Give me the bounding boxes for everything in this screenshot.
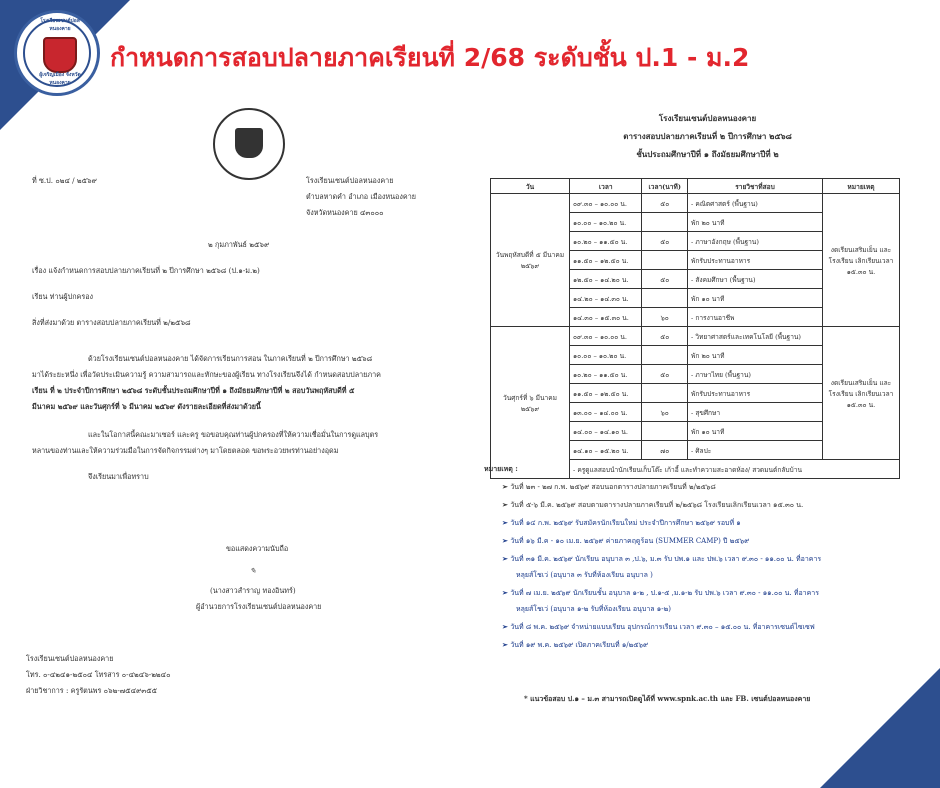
letter-to: เรียน ท่านผู้ปกครอง <box>32 292 94 301</box>
schedule-heading-1: โรงเรียนเซนต์ปอลหนองคาย <box>658 113 757 123</box>
note-item: ➢ วันที่ ๑๖ มี.ค - ๑๐ เม.ย. ๒๕๖๙ ค่ายภาคฤดูร้อน (SUMMER CAMP) ปี ๒๕๖๙ <box>502 536 750 545</box>
logo-top-text: โรงเรียนเซนต์ปอลหนองคาย <box>40 18 80 32</box>
time-cell: ๑๔.๓๐ – ๑๕.๓๐ น. <box>570 308 642 327</box>
day2-cell: วันศุกร์ที่ ๖ มีนาคม ๒๕๖๙ <box>491 327 570 479</box>
note-item: ➢ วันที่ ๑๔ ก.พ. ๒๕๖๙ รับสมัครนักเรียนใหม่ ประจำปีการศึกษา ๒๕๖๙ รอบที่ ๑ <box>502 518 741 527</box>
letter-p1-line: ด้วยโรงเรียนเซนต์ปอลหนองคาย ได้จัดการเรียนการสอน ในภาคเรียนที่ ๒ ปีการศึกษา ๒๕๖๘ <box>88 354 373 363</box>
letter-footer3: ฝ่ายวิชาการ : ครูรัตนพร ๐๖๒-๗๕๔๙๓๕๕ <box>26 686 158 695</box>
logo-shield <box>43 37 77 73</box>
time-cell: ๑๑.๕๐ – ๑๒.๕๐ น. <box>570 251 642 270</box>
subject-cell: - ศิลปะ <box>688 441 823 460</box>
schedule-heading-3: ชั้นประถมศึกษาปีที่ ๑ ถึงมัธยมศึกษาปีที่ ๒ <box>636 149 779 159</box>
subject-cell: พักรับประทานอาหาร <box>688 251 823 270</box>
subject-cell: - วิทยาศาสตร์และเทคโนโลยี (พื้นฐาน) <box>688 327 823 346</box>
note-item: ➢ วันที่ ๗ เม.ย. ๒๕๖๙ นักเรียนชั้น อนุบาล ๑-๒ , ป.๑-๕ ,ม.๑-๒ รับ ปพ.๖ เวลา ๙.๓๐ - ๑๑.๐๐ น. ที่อาคาร <box>502 588 819 597</box>
arrow-icon: ➢ <box>502 622 511 631</box>
letter-signer: (นางสาวสำราญ ทองอินทร์) <box>210 586 296 595</box>
minutes-cell <box>642 213 688 232</box>
page-title: กำหนดการสอบปลายภาคเรียนที่ 2/68 ระดับชั้น ป.1 - ม.2 <box>110 43 750 72</box>
subject-cell: พักรับประทานอาหาร <box>688 384 823 403</box>
time-cell: ๑๐.๐๐ – ๑๐.๒๐ น. <box>570 346 642 365</box>
schedule-heading-2: ตารางสอบปลายภาคเรียนที่ ๒ ปีการศึกษา ๒๕๖๘ <box>623 131 792 141</box>
subject-cell: พัก ๑๐ นาที <box>688 422 823 441</box>
letter-closing1: จึงเรียนมาเพื่อทราบ <box>88 472 149 481</box>
subject-cell: - สุขศึกษา <box>688 403 823 422</box>
subject-cell: - คณิตศาสตร์ (พื้นฐาน) <box>688 194 823 213</box>
table-header-row <box>491 179 900 194</box>
minutes-cell: ๗๐ <box>642 441 688 460</box>
arrow-icon: ➢ <box>502 554 511 563</box>
col-header: เวลา <box>570 179 642 194</box>
col-header: วัน <box>491 179 570 194</box>
time-cell: ๑๔.๑๐ – ๑๕.๒๐ น. <box>570 441 642 460</box>
signature-mark: ✎ <box>250 566 257 575</box>
col-header: รายวิชาที่สอบ <box>688 179 823 194</box>
letter-footer1: โรงเรียนเซนต์ปอลหนองคาย <box>26 654 114 663</box>
subject-cell: - การงานอาชีพ <box>688 308 823 327</box>
time-cell: ๑๓.๐๐ – ๑๔.๐๐ น. <box>570 403 642 422</box>
table-row <box>491 327 900 346</box>
time-cell: ๑๑.๕๐ – ๑๒.๕๐ น. <box>570 384 642 403</box>
letter-p2-line: หลานของท่านและให้ความร่วมมือในการจัดกิจกรรมต่างๆ มาโดยตลอด ขอพระอวยพรท่านอย่างอุดม <box>32 446 339 455</box>
time-cell: ๑๐.๒๐ – ๑๑.๕๐ น. <box>570 232 642 251</box>
subject-cell: พัก ๒๐ นาที <box>688 346 823 365</box>
note-item: ➢ วันที่ ๒๓ - ๒๗ ก.พ. ๒๕๖๙ สอบนอกตารางปลายภาคเรียนที่ ๒/๒๕๖๘ <box>502 482 716 491</box>
note-item: ➢ วันที่ ๕-๖ มี.ค. ๒๕๖๙ สอบตามตารางปลายภาคเรียนที่ ๒/๒๕๖๘ โรงเรียนเลิกเรียนเวลา ๑๕.๓๐ น. <box>502 500 804 509</box>
col-header: เวลา(นาที) <box>642 179 688 194</box>
letter-closing2: ขอแสดงความนับถือ <box>226 544 289 553</box>
logo-bottom-text: ผู้เจริญเมือง จังหวัดหนองคาย <box>39 72 81 86</box>
school-seal-icon <box>213 108 285 180</box>
letter-addr2: ตำบลหาดคำ อำเภอ เมืองหนองคาย <box>306 192 416 201</box>
letter-document <box>18 108 458 708</box>
letter-signer-title: ผู้อำนวยการโรงเรียนเซนต์ปอลหนองคาย <box>196 602 322 611</box>
arrow-icon: ➢ <box>502 518 511 527</box>
letter-p1-line: มาได้ระยะหนึ่ง เพื่อวัดประเมินความรู้ ความสามารถและทักษะของผู้เรียน ทางโรงเรียนจึงได้ กำหนดสอบปลายภาค <box>32 370 381 379</box>
letter-p2-line: และในโอกาสนี้คณะมาเซอร์ และครู ขอขอบคุณท่านผู้ปกครองที่ให้ความเชื่อมั่นในการดูแลบุตร <box>88 430 379 439</box>
arrow-icon: ➢ <box>502 500 511 509</box>
subject-cell: พัก ๒๐ นาที <box>688 213 823 232</box>
note-item-cont: หลุยส์โชเว่ (อนุบาล ๓ รับที่ห้องเรียน อนุบาล ) <box>516 571 653 579</box>
letter-addr3: จังหวัดหนองคาย ๔๓๐๐๐ <box>306 208 384 217</box>
letter-footer2: โทร. ๐-๔๒๔๑-๒๕๐๔ โทรสาร ๐-๔๒๔๖-๒๒๔๐ <box>26 670 171 679</box>
letter-p1-line: เรียน ที่ ๒ ประจำปีการศึกษา ๒๕๖๘ ระดับชั้นประถมศึกษาปีที่ ๑ ถึงมัธยมศึกษาปีที่ ๒ สอบวันพฤหัสบดีที่ ๕ <box>32 386 355 395</box>
note-item: ➢ วันที่ ๘ พ.ค. ๒๕๖๙ จำหน่ายแบบเรียน อุปกรณ์การเรียน เวลา ๙.๓๐ – ๑๕.๐๐ น. ที่อาคารเซนต์ไซเซฟ <box>502 622 815 631</box>
subject-cell: - ภาษาอังกฤษ (พื้นฐาน) <box>688 232 823 251</box>
time-cell: ๑๔.๒๐ – ๑๔.๓๐ น. <box>570 289 642 308</box>
arrow-icon: ➢ <box>502 482 511 491</box>
minutes-cell: ๕๐ <box>642 270 688 289</box>
table-row <box>491 194 900 213</box>
arrow-icon: ➢ <box>502 640 511 649</box>
time-cell: ๑๐.๐๐ – ๑๐.๒๐ น. <box>570 213 642 232</box>
day1-note-cell: งดเรียนเสริมเย็น และโรงเรียน เลิกเรียนเวลา ๑๕.๓๐ น. <box>823 194 900 327</box>
minutes-cell: ๖๐ <box>642 308 688 327</box>
arrow-icon: ➢ <box>502 536 511 545</box>
minutes-cell: ๕๐ <box>642 194 688 213</box>
note-item: ➢ วันที่ ๑๙ พ.ค. ๒๕๖๙ เปิดภาคเรียนที่ ๑/๒๕๖๙ <box>502 640 649 649</box>
minutes-cell: ๕๐ <box>642 327 688 346</box>
day2-note-cell: งดเรียนเสริมเย็น และโรงเรียน เลิกเรียนเวลา ๑๕.๓๐ น. <box>823 327 900 460</box>
time-cell: ๐๙.๓๐ – ๑๐.๐๐ น. <box>570 327 642 346</box>
note-item: ➢ วันที่ ๓๑ มี.ค. ๒๕๖๙ นักเรียน อนุบาล ๓ ,ป.๖, ม.๓ รับ ปพ.๑ และ ปพ.๖ เวลา ๙.๓๐ - ๑๑.๐๐ น. ที่อาคาร <box>502 554 822 563</box>
school-logo <box>14 10 100 96</box>
exam-schedule-document <box>480 108 935 728</box>
letter-enclosure: สิ่งที่ส่งมาด้วย ตารางสอบปลายภาคเรียนที่ ๒/๒๕๖๘ <box>32 318 191 327</box>
note-item-cont: หลุยส์โชเว่ (อนุบาล ๑-๒ รับที่ห้องเรียน อนุบาล ๑-๒) <box>516 605 671 613</box>
subject-cell: พัก ๑๐ นาที <box>688 289 823 308</box>
time-cell: ๑๐.๒๐ – ๑๑.๕๐ น. <box>570 365 642 384</box>
subject-cell: - สังคมศึกษา (พื้นฐาน) <box>688 270 823 289</box>
minutes-cell <box>642 289 688 308</box>
subject-cell: - ภาษาไทย (พื้นฐาน) <box>688 365 823 384</box>
minutes-cell <box>642 384 688 403</box>
time-cell: ๑๒.๕๐ – ๑๔.๒๐ น. <box>570 270 642 289</box>
minutes-cell: ๕๐ <box>642 232 688 251</box>
notes-title: หมายเหตุ : <box>484 464 518 473</box>
arrow-icon: ➢ <box>502 588 511 597</box>
minutes-cell <box>642 422 688 441</box>
col-header: หมายเหตุ <box>823 179 900 194</box>
letter-date: ๒ กุมภาพันธ์ ๒๕๖๙ <box>208 240 270 249</box>
letter-ref: ที่ ซ.ป. ๐๒๔ / ๒๕๖๙ <box>32 176 97 185</box>
time-cell: ๑๔.๐๐ – ๑๔.๑๐ น. <box>570 422 642 441</box>
minutes-cell <box>642 346 688 365</box>
letter-p1-line: มีนาคม ๒๕๖๙ และวันศุกร์ที่ ๖ มีนาคม ๒๕๖๙ ดังรายละเอียดที่ส่งมาด้วยนี้ <box>32 402 261 411</box>
minutes-cell: ๖๐ <box>642 403 688 422</box>
minutes-cell <box>642 251 688 270</box>
letter-subject: เรื่อง แจ้งกำหนดการสอบปลายภาคเรียนที่ ๒ ปีการศึกษา ๒๕๖๘ (ป.๑-ม.๒) <box>32 266 260 275</box>
minutes-cell: ๕๐ <box>642 365 688 384</box>
exam-schedule-table <box>490 178 900 479</box>
time-cell: ๐๙.๓๐ – ๑๐.๐๐ น. <box>570 194 642 213</box>
letter-addr1: โรงเรียนเซนต์ปอลหนองคาย <box>306 176 394 185</box>
day2-extra-cell: - ครูดูแลสอบนำนักเรียนเก็บโต๊ะ เก้าอี้ และทำความสะอาดห้อง/ สวดมนต์กลับบ้าน <box>570 460 900 479</box>
day1-cell: วันพฤหัสบดีที่ ๕ มีนาคม ๒๕๖๙ <box>491 194 570 327</box>
schedule-footer: * แนวข้อสอบ ป.๑ – ม.๓ สามารถเปิดดูได้ที่ www.spnk.ac.th และ FB. เซนต์ปอลหนองคาย <box>524 694 811 703</box>
